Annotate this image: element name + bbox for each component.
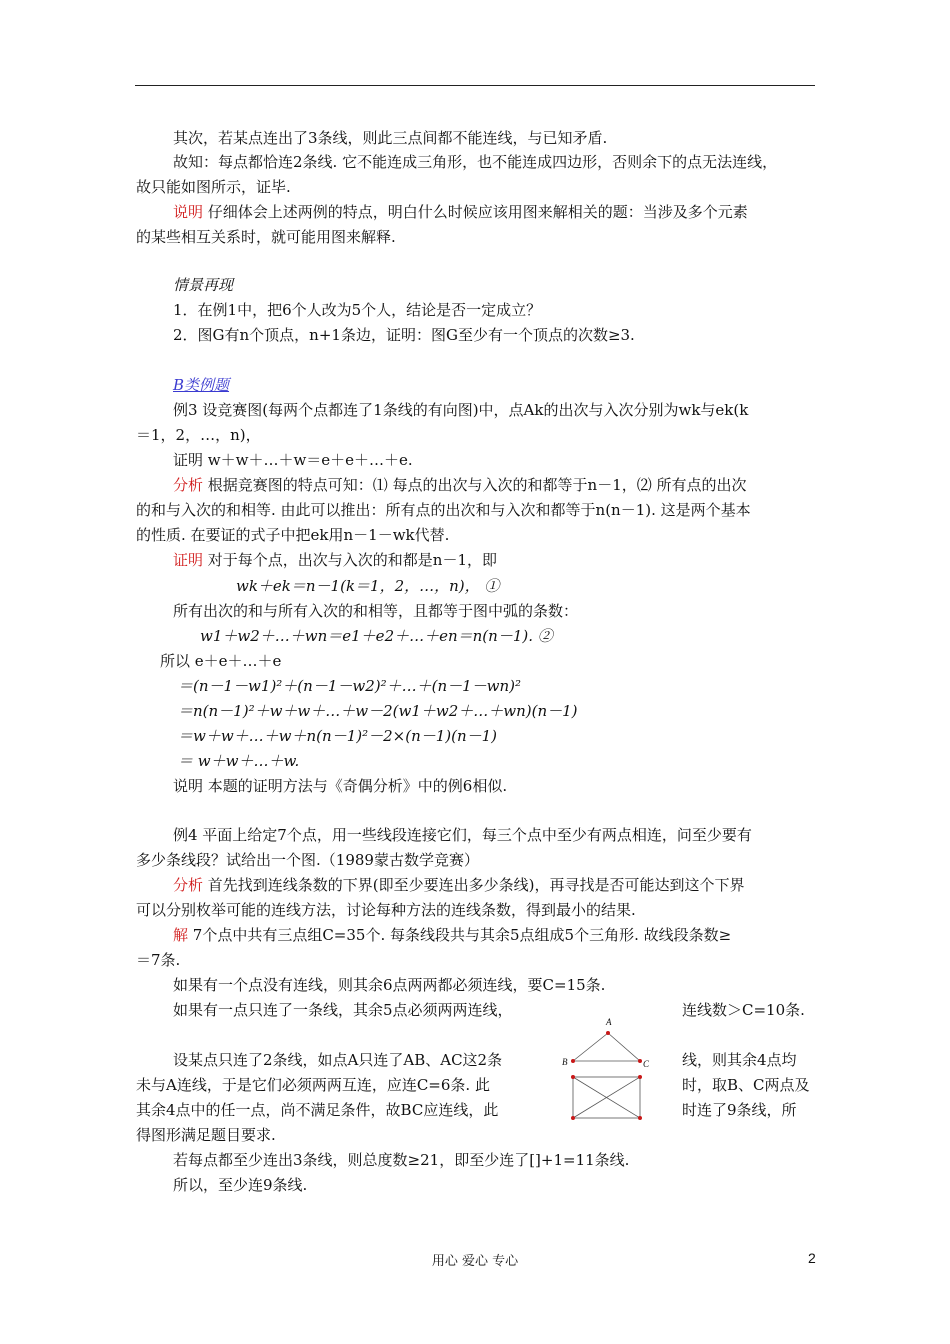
derivation-step: ＝ w＋w＋…＋w. xyxy=(178,752,300,770)
equation-2: w1＋w2＋…＋wn＝e1＋e2＋…＋en＝n(n－1). ② xyxy=(200,627,553,645)
text-line: 其余4点中的任一点，尚不满足条件，故BC应连线，此 xyxy=(136,1101,499,1119)
section-link-b-examples[interactable]: B类例题 xyxy=(173,376,230,394)
text-line: 连线数＞C=10条. xyxy=(682,1001,805,1019)
equation-1: wk＋ek＝n－1(k＝1，2，…，n)， ① xyxy=(236,577,500,595)
text-line: 说明 本题的证明方法与《奇偶分析》中的例6相似. xyxy=(173,777,508,795)
text-line: 时，取B、C两点及 xyxy=(682,1076,810,1094)
vertex xyxy=(638,1116,642,1120)
graph-edges xyxy=(573,1033,640,1118)
text-line: 的和与入次的和相等. 由此可以推出：所有点的出次和与入次和都等于n(n－1). 这是两个基本 xyxy=(136,501,751,519)
text-line: 如果有一点只连了一条线，其余5点必须两两连线， xyxy=(173,1001,513,1019)
text-line: 的性质. 在要证的式子中把ek用n－1－wk代替. xyxy=(136,526,450,544)
text-line: ＝7条. xyxy=(136,951,181,969)
graph-figure xyxy=(556,1014,666,1126)
text-line: 若每点都至少连出3条线，则总度数≥21，即至少连了[]+1=11条线. xyxy=(173,1151,630,1169)
exercise-1: 1．在例1中，把6个人改为5个人，结论是否一定成立？ xyxy=(173,301,542,319)
derivation-step: ＝n(n－1)²＋w＋w＋…＋w－2(w1＋w2＋…＋wn)(n－1) xyxy=(178,702,578,720)
vertex-b xyxy=(571,1059,575,1063)
text-line: 故知：每点都恰连2条线. 它不能连成三角形，也不能连成四边形，否则余下的点无法连线， xyxy=(173,153,778,171)
label-a: A xyxy=(606,1017,612,1027)
proof-label: 证明 xyxy=(173,551,204,569)
text-line: 可以分别枚举可能的连线方法，讨论每种方法的连线条数，得到最小的结果. xyxy=(136,901,636,919)
text-line: 所以 e＋e＋…＋e xyxy=(160,652,282,670)
vertex-a xyxy=(606,1031,610,1035)
text-line: ＝1，2，…，n)， xyxy=(136,426,261,444)
section-heading: 情景再现 xyxy=(173,276,234,294)
vertex-c xyxy=(638,1059,642,1063)
label-c: C xyxy=(643,1059,650,1069)
page-footer: 用心 爱心 专心 xyxy=(431,1254,519,1269)
exercise-2: 2．图G有n个顶点，n+1条边，证明：图G至少有一个顶点的次数≥3. xyxy=(173,326,635,344)
graph-vertices xyxy=(571,1031,642,1120)
edge-ac xyxy=(608,1033,640,1061)
text-line: 证明 w＋w＋…＋w＝e＋e＋…＋e. xyxy=(173,451,413,469)
proof-line: 证明 对于每个点，出次与入次的和都是n－1，即 xyxy=(173,551,497,569)
analysis-line: 分析 根据竞赛图的特点可知：⑴ 每点的出次与入次的和都等于n－1，⑵ 所有点的出次 xyxy=(173,476,747,494)
text-line: 线，则其余4点均 xyxy=(682,1051,797,1069)
note-line: 说明 仔细体会上述两例的特点，明白什么时候应该用图来解相关的题：当涉及多个元素 xyxy=(173,203,748,221)
page-number: 2 xyxy=(808,1250,816,1266)
solution-label: 解 xyxy=(173,926,189,944)
example-3-title: 例3 设竞赛图(每两个点都连了1条线的有向图)中，点Ak的出次与入次分别为wk与ek(k xyxy=(173,401,749,419)
note-label: 说明 xyxy=(173,203,204,221)
analysis-label: 分析 xyxy=(173,476,204,494)
header-rule xyxy=(135,85,815,86)
derivation-step: ＝w＋w＋…＋w＋n(n－1)²－2×(n－1)(n－1) xyxy=(178,727,498,745)
text-line: 多少条线段？试给出一个图.（1989蒙古数学竞赛） xyxy=(136,851,479,869)
edge-ab xyxy=(573,1033,608,1061)
text-line: 时连了9条线，所 xyxy=(682,1101,797,1119)
text-line: 所以，至少连9条线. xyxy=(173,1176,308,1194)
text-line: 所有出次的和与所有入次的和相等，且都等于图中弧的条数： xyxy=(173,602,579,620)
analysis-label: 分析 xyxy=(173,876,204,894)
label-b: B xyxy=(562,1057,568,1067)
example-4-title: 例4 平面上给定7个点，用一些线段连接它们，每三个点中至少有两点相连，问至少要有 xyxy=(173,826,752,844)
solution-line: 解 7个点中共有三点组C=35个. 每条线段共与其余5点组成5个三角形. 故线段条数≥ xyxy=(173,926,732,944)
vertex xyxy=(571,1116,575,1120)
text-line: 未与A连线，于是它们必须两两互连，应连C=6条. 此 xyxy=(136,1076,490,1094)
vertex xyxy=(638,1075,642,1079)
text-line: 其次，若某点连出了3条线，则此三点间都不能连线，与已知矛盾. xyxy=(173,129,608,147)
text-line: 的某些相互关系时，就可能用图来解释. xyxy=(136,228,396,246)
text-line: 得图形满足题目要求. xyxy=(136,1126,276,1144)
vertex xyxy=(571,1075,575,1079)
text-line: 故只能如图所示，证毕. xyxy=(136,178,291,196)
text-line: 设某点只连了2条线，如点A只连了AB、AC这2条 xyxy=(173,1051,503,1069)
derivation-step: ＝(n－1－w1)²＋(n－1－w2)²＋…＋(n－1－wn)² xyxy=(178,677,522,695)
analysis-line: 分析 首先找到连线条数的下界(即至少要连出多少条线)，再寻找是否可能达到这个下界 xyxy=(173,876,745,894)
text-line: 如果有一个点没有连线，则其余6点两两都必须连线，要C=15条. xyxy=(173,976,606,994)
